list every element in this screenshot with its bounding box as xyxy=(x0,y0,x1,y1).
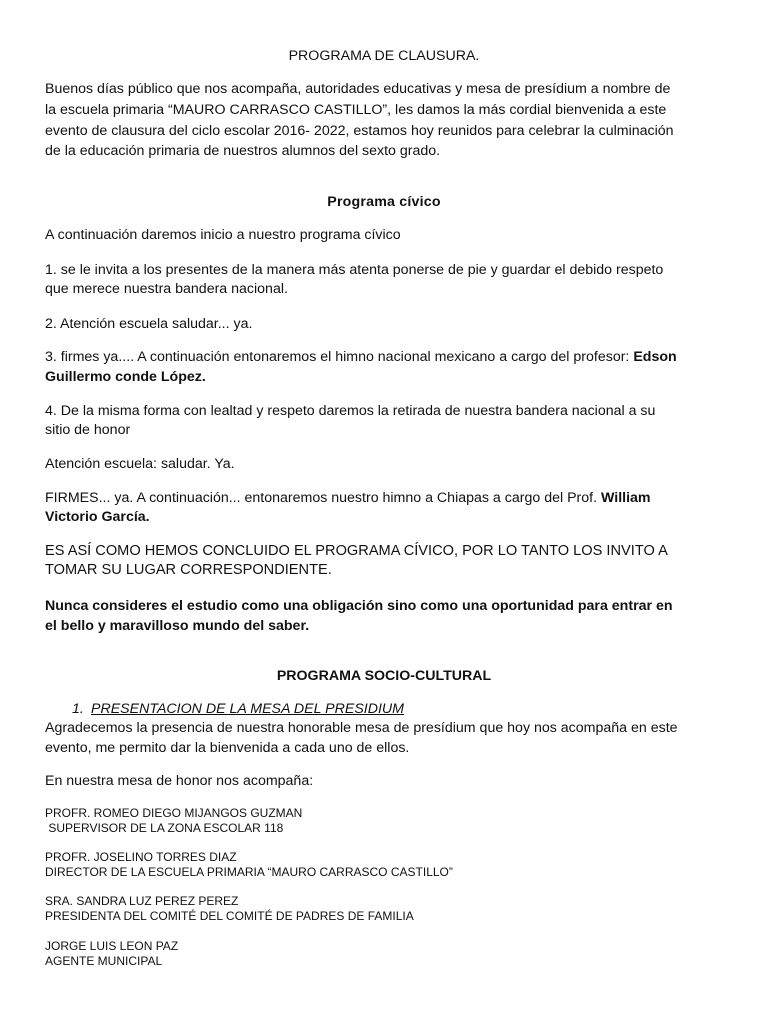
member-role: SUPERVISOR DE LA ZONA ESCOLAR 118 xyxy=(45,821,284,835)
teacher-name: William xyxy=(600,490,651,506)
document-title: PROGRAMA DE CLAUSURA. xyxy=(288,48,480,64)
member-role: DIRECTOR DE LA ESCUELA PRIMARIA “MAURO CARRASCO CASTILLO” xyxy=(45,865,453,879)
quote-line: Nunca consideres el estudio como una obligación sino como una oportunidad para entrar en xyxy=(45,598,673,614)
intro-line: la escuela primaria “MAURO CARRASCO CASTILLO”, les damos la más cordial bienvenida a este xyxy=(45,102,667,118)
quote-line: el bello y maravilloso mundo del saber. xyxy=(45,618,310,634)
attention-line: Atención escuela: saludar. Ya. xyxy=(45,456,235,472)
member-name: PROFR. JOSELINO TORRES DIAZ xyxy=(45,850,237,864)
civic-heading: Programa cívico xyxy=(327,194,441,210)
teacher-name: Edson xyxy=(633,349,677,365)
civic-item-line: sitio de honor xyxy=(45,422,131,438)
member-name: SRA. SANDRA LUZ PEREZ PEREZ xyxy=(45,894,239,908)
conclusion-line: TOMAR SU LUGAR CORRESPONDIENTE. xyxy=(45,562,332,578)
firmes-text: FIRMES... ya. A continuación... entonaremos nuestro himno a Chiapas a cargo del Prof. xyxy=(45,490,601,506)
member-role: PRESIDENTA DEL COMITÉ DEL COMITÉ DE PADRES DE FAMILIA xyxy=(45,909,414,923)
civic-intro: A continuación daremos inicio a nuestro programa cívico xyxy=(45,227,401,243)
intro-line: evento de clausura del ciclo escolar 2016- 2022, estamos hoy reunidos para celebrar la culminación xyxy=(45,123,674,139)
conclusion-line: ES ASÍ COMO HEMOS CONCLUIDO EL PROGRAMA CÍVICO, POR LO TANTO LOS INVITO A xyxy=(45,543,668,559)
firmes-line xyxy=(45,489,735,507)
civic-item-2: 2. Atención escuela saludar... ya. xyxy=(45,316,253,332)
teacher-name-continued: Guillermo conde López. xyxy=(45,369,206,385)
civic-item-line: 4. De la misma forma con lealtad y respeto daremos la retirada de nuestra bandera nacional a su xyxy=(45,403,656,419)
thanks-line: Agradecemos la presencia de nuestra honorable mesa de presídium que hoy nos acompaña en este xyxy=(45,720,678,736)
intro-line: Buenos días público que nos acompaña, autoridades educativas y mesa de presídium a nombre de xyxy=(45,81,671,97)
civic-item-3-text: 3. firmes ya.... A continuación entonaremos el himno nacional mexicano a cargo del profesor: xyxy=(45,349,634,365)
thanks-line: evento, me permito dar la bienvenida a cada uno de ellos. xyxy=(45,740,410,756)
civic-item-3-line xyxy=(45,348,735,366)
list-number: 1. xyxy=(72,701,84,717)
section-title: PRESENTACION DE LA MESA DEL PRESIDIUM xyxy=(91,701,404,717)
socio-heading: PROGRAMA SOCIO-CULTURAL xyxy=(276,668,492,684)
member-name: PROFR. ROMEO DIEGO MIJANGOS GUZMAN xyxy=(45,806,303,820)
intro-line: de la educación primaria de nuestros alumnos del sexto grado. xyxy=(45,143,441,159)
civic-item-line: que merece nuestra bandera nacional. xyxy=(45,281,288,297)
member-role: AGENTE MUNICIPAL xyxy=(45,954,163,968)
member-name: JORGE LUIS LEON PAZ xyxy=(45,939,179,953)
honor-intro: En nuestra mesa de honor nos acompaña: xyxy=(45,773,314,789)
civic-item-line: 1. se le invita a los presentes de la manera más atenta ponerse de pie y guardar el debido respeto xyxy=(45,262,664,278)
teacher-name-continued: Victorio García. xyxy=(45,509,150,525)
